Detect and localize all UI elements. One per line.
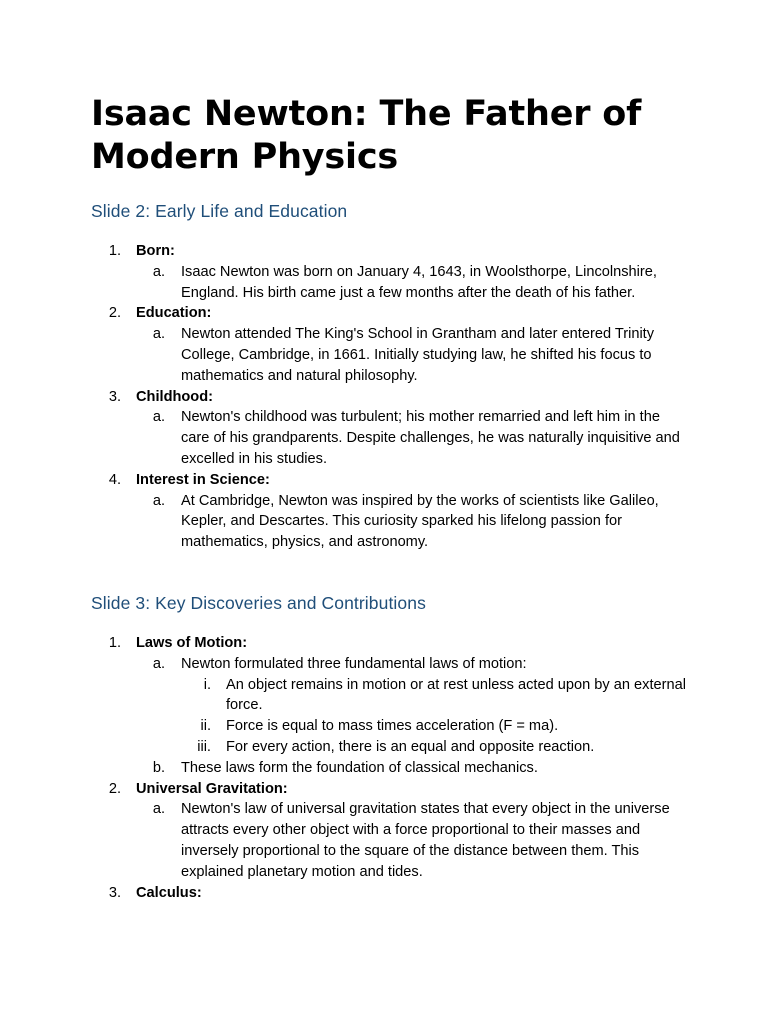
sub-marker: a. bbox=[152, 492, 165, 509]
roman-item-text: For every action, there is an equal and opposite reaction. bbox=[226, 738, 595, 755]
sub-item-text: Isaac Newton was born on January 4, 1643, in Woolsthorpe, Lincolnshire, England. His birth came just a few months after the death of his father. bbox=[181, 263, 657, 301]
roman-item bbox=[181, 737, 691, 758]
list-number: 1. bbox=[108, 243, 121, 259]
item-title: Universal Gravitation: bbox=[136, 780, 288, 797]
sub-marker: a. bbox=[152, 326, 165, 343]
sub-marker: b. bbox=[152, 759, 165, 776]
roman-list bbox=[181, 675, 691, 758]
list-number: 2. bbox=[108, 780, 121, 797]
sub-marker: a. bbox=[152, 409, 165, 426]
sub-item bbox=[136, 324, 691, 386]
list-item bbox=[91, 883, 691, 904]
sub-item-text: These laws form the foundation of classical mechanics. bbox=[181, 759, 538, 776]
sub-item bbox=[136, 262, 691, 304]
sub-list bbox=[136, 799, 691, 882]
sub-item bbox=[136, 491, 691, 553]
roman-item bbox=[181, 716, 691, 737]
sub-item bbox=[136, 407, 691, 469]
sub-list bbox=[136, 262, 691, 304]
list-item bbox=[91, 633, 691, 779]
list-item bbox=[91, 387, 691, 470]
sub-item-text: Newton attended The King's School in Grantham and later entered Trinity College, Cambridge, in 1661. Initially studying law, he shifted his focus to mathematics and natural philosophy. bbox=[181, 326, 655, 384]
roman-marker: iii. bbox=[197, 738, 211, 755]
list-number: 3. bbox=[108, 884, 121, 901]
item-title: Laws of Motion: bbox=[136, 634, 248, 651]
roman-item-text: An object remains in motion or at rest unless acted upon by an external force. bbox=[226, 676, 686, 714]
sub-item-text: Newton's law of universal gravitation states that every object in the universe attracts every other object with a force proportional to their masses and inversely proportional to the square of the distance between them. This explained planetary motion and tides. bbox=[181, 801, 670, 880]
item-title: Interest in Science: bbox=[136, 471, 270, 488]
slide2-list bbox=[91, 241, 691, 553]
item-title: Calculus: bbox=[136, 884, 202, 901]
item-title: Childhood: bbox=[136, 388, 213, 405]
list-item bbox=[91, 470, 691, 553]
list-number: 1. bbox=[108, 634, 121, 651]
slide3-list bbox=[91, 633, 691, 903]
roman-marker: ii. bbox=[200, 718, 211, 735]
document-content bbox=[91, 93, 691, 903]
document-title: Isaac Newton: The Father of Modern Physics bbox=[91, 94, 642, 177]
roman-marker: i. bbox=[203, 676, 211, 693]
list-number: 2. bbox=[108, 305, 121, 322]
list-number: 4. bbox=[108, 471, 121, 488]
sub-list bbox=[136, 491, 691, 553]
sub-marker: a. bbox=[152, 801, 165, 818]
roman-item bbox=[181, 675, 691, 717]
list-item bbox=[91, 303, 691, 386]
item-title: Education: bbox=[136, 305, 212, 322]
item-title: Born: bbox=[136, 243, 175, 259]
sub-list bbox=[136, 407, 691, 469]
sub-list bbox=[136, 654, 691, 779]
list-item bbox=[91, 241, 691, 303]
sub-item bbox=[136, 654, 691, 758]
sub-item-text: Newton's childhood was turbulent; his mother remarried and left him in the care of his grandparents. Despite challenges, he was naturally inquisitive and excelled in his studies. bbox=[181, 409, 680, 467]
sub-list bbox=[136, 324, 691, 386]
sub-marker: a. bbox=[152, 655, 165, 672]
list-item bbox=[91, 779, 691, 883]
sub-item-text: Newton formulated three fundamental laws of motion: bbox=[181, 655, 527, 672]
sub-marker: a. bbox=[152, 263, 165, 280]
list-number: 3. bbox=[108, 388, 121, 405]
slide2-heading: Slide 2: Early Life and Education bbox=[91, 201, 348, 221]
slide3-heading: Slide 3: Key Discoveries and Contributions bbox=[91, 592, 426, 613]
sub-item bbox=[136, 758, 691, 779]
sub-item-text: At Cambridge, Newton was inspired by the works of scientists like Galileo, Kepler, and Descartes. This curiosity sparked his lifelong passion for mathematics, physics, and astronomy. bbox=[181, 492, 659, 551]
roman-item-text: Force is equal to mass times acceleration (F = ma). bbox=[226, 718, 559, 735]
sub-item bbox=[136, 799, 691, 882]
